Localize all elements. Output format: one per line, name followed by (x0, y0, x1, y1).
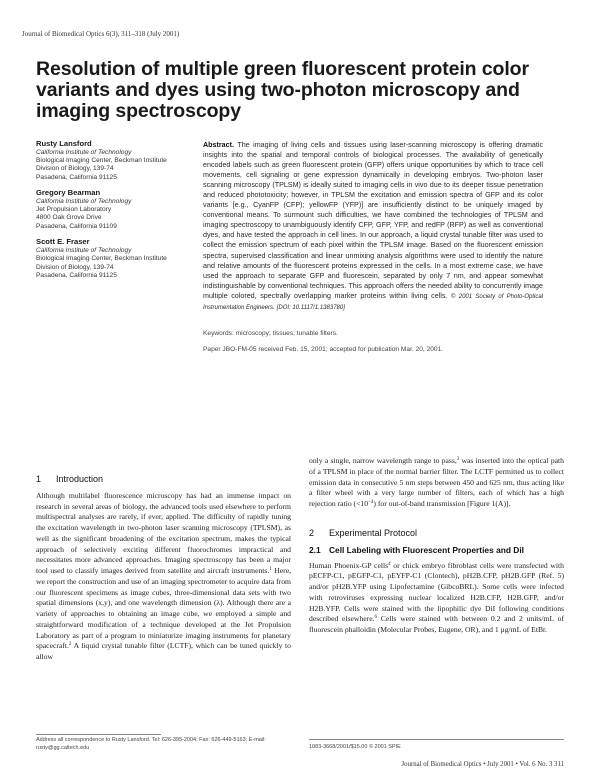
abstract-text: The imaging of living cells and tissues using laser-scanning microscopy is offering dramatic insights into the spatial and temporal controls of biological processes. The availability of genetically encoded labels such as green fluorescent protein (GFP) offers unique opportunities by which to trace cell movements, cell signaling or gene expression dynamically in developing embryos. Two-photon laser scanning microscopy (TPLSM) is ideally suited to imaging cells in vivo due to its deeper tissue penetration and reduced phototoxicity; however, in TPLSM the excitation and emission spectra of GFP and its color variants [e.g., CyanFP (CFP); yellowFP (YFP)] are insufficiently distinct to be uniquely imaged by conventional means. To surmount such difficulties, we have combined the technologies of TPLSM and imaging spectroscopy to unambiguously identify CFP, GFP, YFP, and redFP (RFP) as well as conventional dyes, and have tested the approach in cell lines. In our approach, a liquid crystal tunable filter was used to collect the emission spectrum of each pixel within the TPLSM image. Based on the fluorescent emission spectra, supervised classification and linear unmixing analysis algorithms were used to identify the nature and relative amounts of the fluorescent proteins expressed in the cells. In a most extreme case, we have used the approach to separate GFP and fluorescein, separated by only 7 nm, and appear somewhat indistinguishable by conventional techniques. This approach offers the needed ability to concurrently image multiple colored, spectrally overlapping marker proteins within living cells. (203, 141, 544, 300)
author-affiliation: Pasadena, California 91125 (36, 271, 117, 279)
subsection-title: Cell Labeling with Fluorescent Properties and DiI (329, 544, 524, 555)
paper-title: Resolution of multiple green fluorescent protein color variants and dyes using two-photon microscopy and imaging spectroscopy (36, 58, 529, 122)
journal-header: Journal of Biomedical Optics 6(3), 311–318 (July 2001) (22, 30, 180, 38)
section-number: 1 (36, 474, 42, 484)
body-text: Here, we report the construction and use of an imaging spectrometer to acquire data from our fluorescent specimens as image cubes, three-dimensional data sets with two spatial dimensions (x,y), and one wavelength dimension (λ). Although there are a variety of approaches to obtaining an image cube, we employed a simple and straightforward modification of a technique developed at the Jet Propulsion Laboratory as part of a program to miniaturize imaging instruments for planetary spacecraft. (36, 566, 291, 651)
body-text: Cells were stained with between 0.2 and 2 units/mL of fluorescein phalloidin (Molecular Probes, Eugene, OR), and 1 μg/mL of EtBr. (309, 614, 564, 634)
author-affiliation: Division of Biology, 139-74 (36, 165, 114, 173)
citation-ref[interactable]: 3 (456, 457, 460, 462)
footnote-rule (36, 734, 161, 735)
abstract (203, 140, 543, 313)
author-affiliation: Pasadena, California 91125 (36, 173, 117, 181)
body-text: only a single, narrow wavelength range to pass, (309, 456, 457, 465)
author-name: Rusty Lansford (36, 139, 92, 148)
section-heading (36, 474, 291, 485)
body-text: A liquid crystal tunable filter (LCTF), which can be tuned quickly to allow (36, 641, 291, 661)
section-title: Experimental Protocol (329, 527, 418, 538)
paper-dates: Paper JBO-FM-05 received Feb. 15, 2001; accepted for publication Mar. 20, 2001. (203, 346, 444, 353)
issn-line: 1083-3668/2001/$15.00 © 2001 SPIE (309, 744, 401, 750)
author-block (36, 188, 186, 231)
page-footer: Journal of Biomedical Optics • July 2001 • Vol. 6 No. 3 311 (401, 761, 564, 768)
author-affiliation: Biological Imaging Center, Beckman Institute (36, 156, 167, 164)
citation-ref[interactable]: 6 (374, 615, 377, 621)
citation-ref[interactable]: 2 (68, 642, 72, 648)
keywords: Keywords: microscopy; tissues; tunable filters. (203, 330, 338, 337)
author-affiliation: 4800 Oak Grove Drive (36, 214, 102, 222)
author-affiliation: Division of Biology, 139-74 (36, 263, 114, 271)
section-heading (309, 528, 564, 539)
body-paragraph (309, 456, 564, 510)
section-number: 2 (309, 527, 315, 538)
subsection-number: 2.1 (309, 544, 321, 555)
author-affiliation: California Institute of Technology (36, 197, 132, 205)
author-name: Gregory Bearman (36, 188, 101, 198)
body-text: ) for out-of-band transmission [Figure 1(A)]. (373, 499, 511, 508)
issn-rule (309, 739, 564, 740)
body-text: or chick embryo fibroblast cells were transfected with pECFP-C1, pEGFP-C1, pEYFP-C1 (Clontech), pH2B.CFP, pH2B.GFP (Ref. 5) and/or pH2B.YFP using Lipofectamine (GibcoBRL). Some cells were infected with retroviruses expressing nuclear localized H2B.CFP, H2B.GFP, and/or H2B.YFP. Cells were stained with the lipophilic dye DiI following conditions described elsewhere. (309, 560, 564, 624)
citation-ref[interactable]: 1 (269, 567, 272, 572)
body-paragraph (36, 491, 291, 663)
author-block (36, 237, 186, 280)
body-paragraph (309, 561, 564, 636)
author-affiliation: California Institute of Technology (36, 148, 132, 156)
subsection-heading (309, 545, 564, 556)
body-column-right (309, 456, 564, 636)
correspondence-footnote: Address all correspondence to Rusty Lansford. Tel: 626-395-2004; Fax: 626-449-5163; E-mail: rusty@gg.caltech.edu (36, 737, 266, 751)
author-affiliation: Biological Imaging Center, Beckman Institute (36, 255, 167, 263)
body-text: Human Phoenix-GP cells (309, 560, 389, 570)
body-text: was inserted into the optical path of a TPLSM in place of the normal barrier filter. The LCTF permitted us to collect emission data in consecutive 5 nm steps between 450 and 625 nm, thus acting like a filter wheel with a very large number of filters, each of which has a high rejection ratio (<10 (309, 456, 565, 508)
abstract-label: Abstract. (203, 141, 234, 149)
author-name: Scott E. Fraser (36, 237, 90, 247)
body-text: Although multilabel fluorescence microscopy has had an immense impact on research in several areas of biology, the advanced tools used elsewhere to perform multispectral analyses are rarely, if ever, applied. The difficulty of rapidly tuning the excitation wavelength in two-photon laser scanning microscopy (TPLSM), as well as the significant broadening of the excitation spectrum, makes the typical approach of selectively exciting different fluorochromes impractical and necessitates more advanced approaches. Imaging spectroscopy has been a major tool used to classify images derived from satellite and aircraft instruments. (36, 490, 291, 575)
copyright-notice: © 2001 Society of Photo-Optical Instrumentation Engineers. (203, 293, 544, 311)
citation-ref[interactable]: 4 (388, 561, 391, 567)
author-affiliation: Pasadena, California 91109 (36, 222, 117, 230)
author-block (36, 139, 186, 182)
section-title: Introduction (56, 474, 104, 484)
author-list (36, 139, 186, 286)
exponent: −4 (368, 500, 374, 505)
author-affiliation: Jet Propulsion Laboratory (36, 206, 112, 214)
doi-link[interactable]: [DOI: 10.1117/1.1383780] (276, 304, 345, 311)
body-column-left (36, 474, 291, 663)
author-affiliation: California Institute of Technology (36, 246, 132, 254)
